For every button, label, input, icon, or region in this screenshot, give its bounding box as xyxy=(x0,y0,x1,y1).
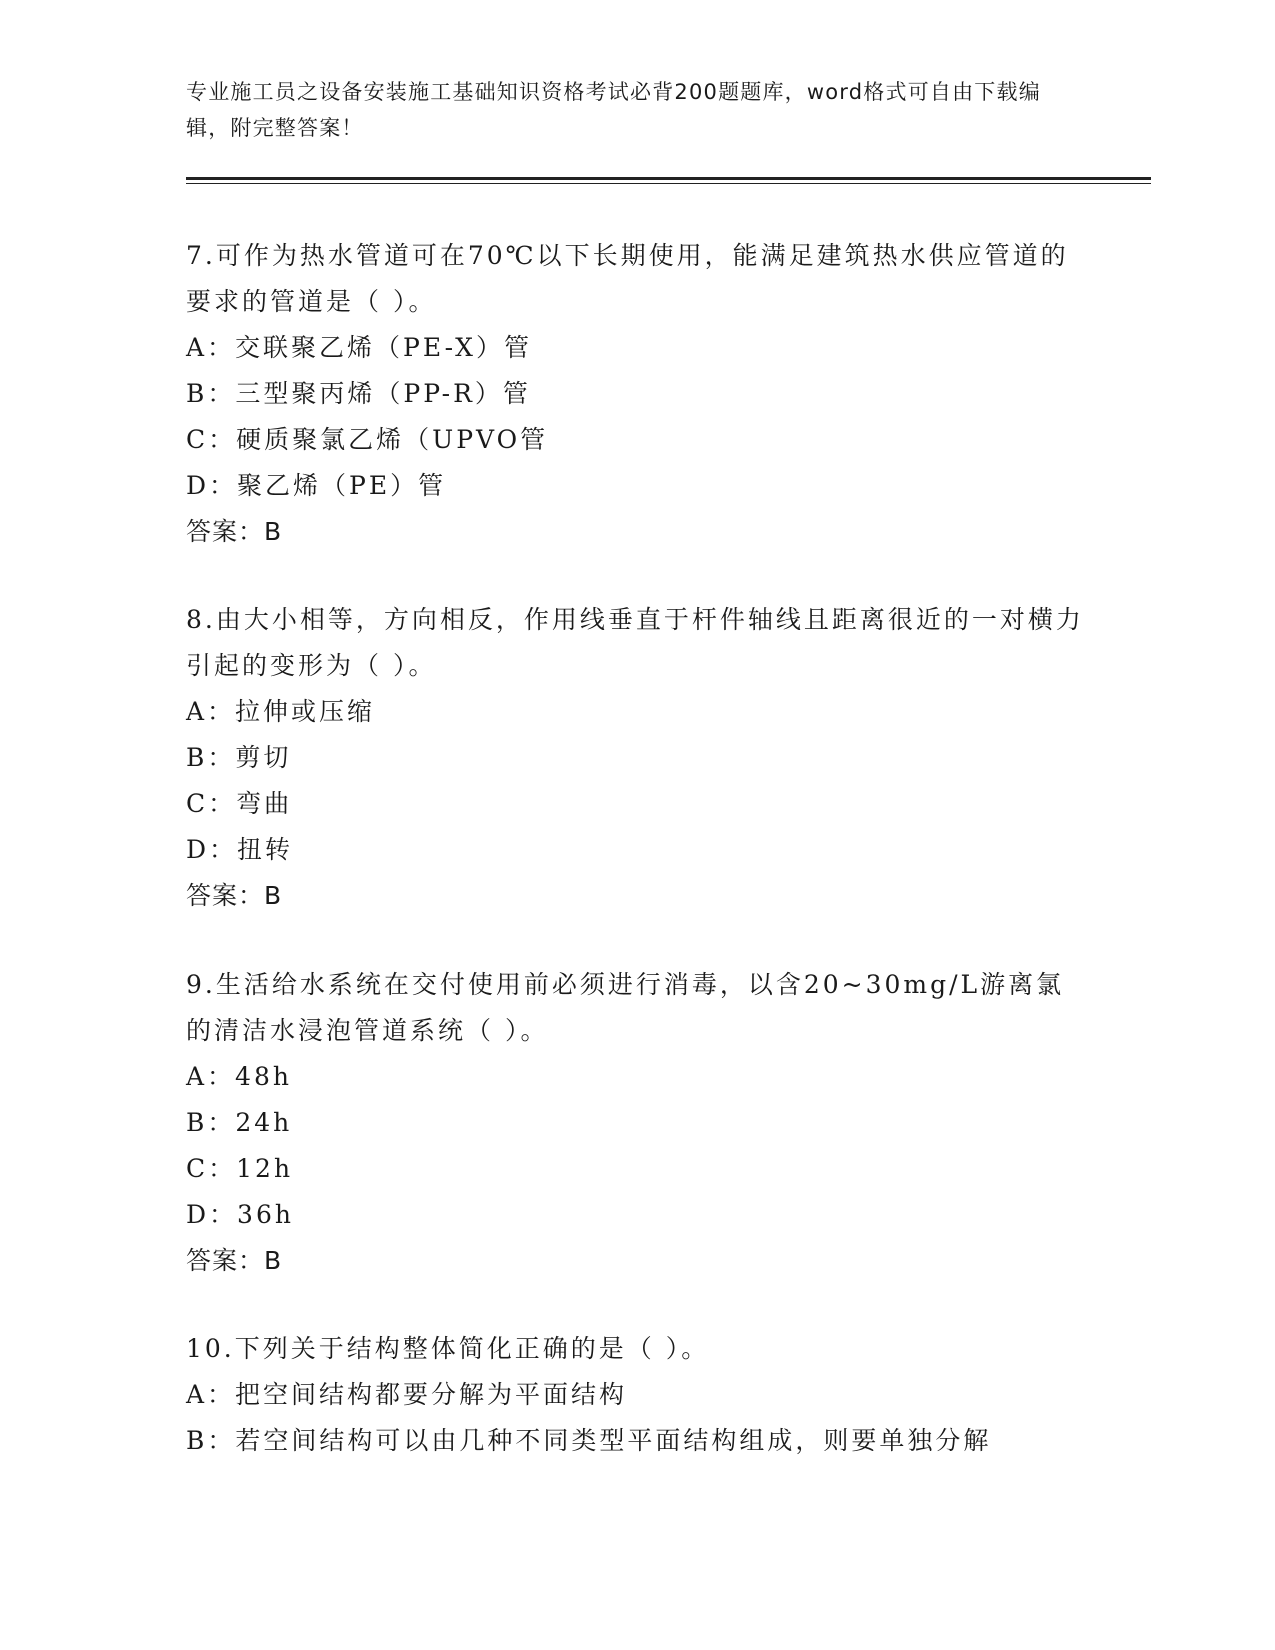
option-c: C：硬质聚氯乙烯（UPVO管 xyxy=(186,425,549,454)
option-a: A：把空间结构都要分解为平面结构 xyxy=(186,1380,628,1409)
question-10 xyxy=(186,1326,1086,1464)
option-a: A：交联聚乙烯（PE-X）管 xyxy=(186,333,532,362)
option-d: D：36h xyxy=(186,1200,294,1229)
option-a: A：48h xyxy=(186,1062,292,1091)
question-8 xyxy=(186,597,1086,919)
question-stem: 9.生活给水系统在交付使用前必须进行消毒，以含20~30mg/L游离氯的清洁水浸泡管道系统（ ）。 xyxy=(186,970,1065,1045)
header-divider-thin xyxy=(186,183,1151,184)
question-7 xyxy=(186,233,1086,555)
question-stem: 7.可作为热水管道可在70℃以下长期使用，能满足建筑热水供应管道的要求的管道是（ ）。 xyxy=(186,241,1069,316)
question-stem: 10.下列关于结构整体简化正确的是（ ）。 xyxy=(186,1334,710,1363)
answer-line: 答案：B xyxy=(186,881,283,910)
option-d: D：扭转 xyxy=(186,835,294,864)
option-d: D：聚乙烯（PE）管 xyxy=(186,471,447,500)
option-b: B：24h xyxy=(186,1108,293,1137)
option-c: C：弯曲 xyxy=(186,789,293,818)
option-b: B：若空间结构可以由几种不同类型平面结构组成，则要单独分解 xyxy=(186,1426,992,1455)
option-c: C：12h xyxy=(186,1154,294,1183)
document-header: 专业施工员之设备安装施工基础知识资格考试必背200题题库，word格式可自由下载编辑，附完整答案！ xyxy=(186,80,1041,140)
answer-line: 答案：B xyxy=(186,517,283,546)
option-b: B：剪切 xyxy=(186,743,292,772)
option-a: A：拉伸或压缩 xyxy=(186,697,376,726)
option-b: B：三型聚丙烯（PP-R）管 xyxy=(186,379,531,408)
answer-line: 答案：B xyxy=(186,1246,283,1275)
question-9 xyxy=(186,962,1086,1284)
question-stem: 8.由大小相等，方向相反，作用线垂直于杆件轴线且距离很近的一对横力引起的变形为（ ）。 xyxy=(186,605,1084,680)
header-divider-thick xyxy=(186,177,1151,180)
